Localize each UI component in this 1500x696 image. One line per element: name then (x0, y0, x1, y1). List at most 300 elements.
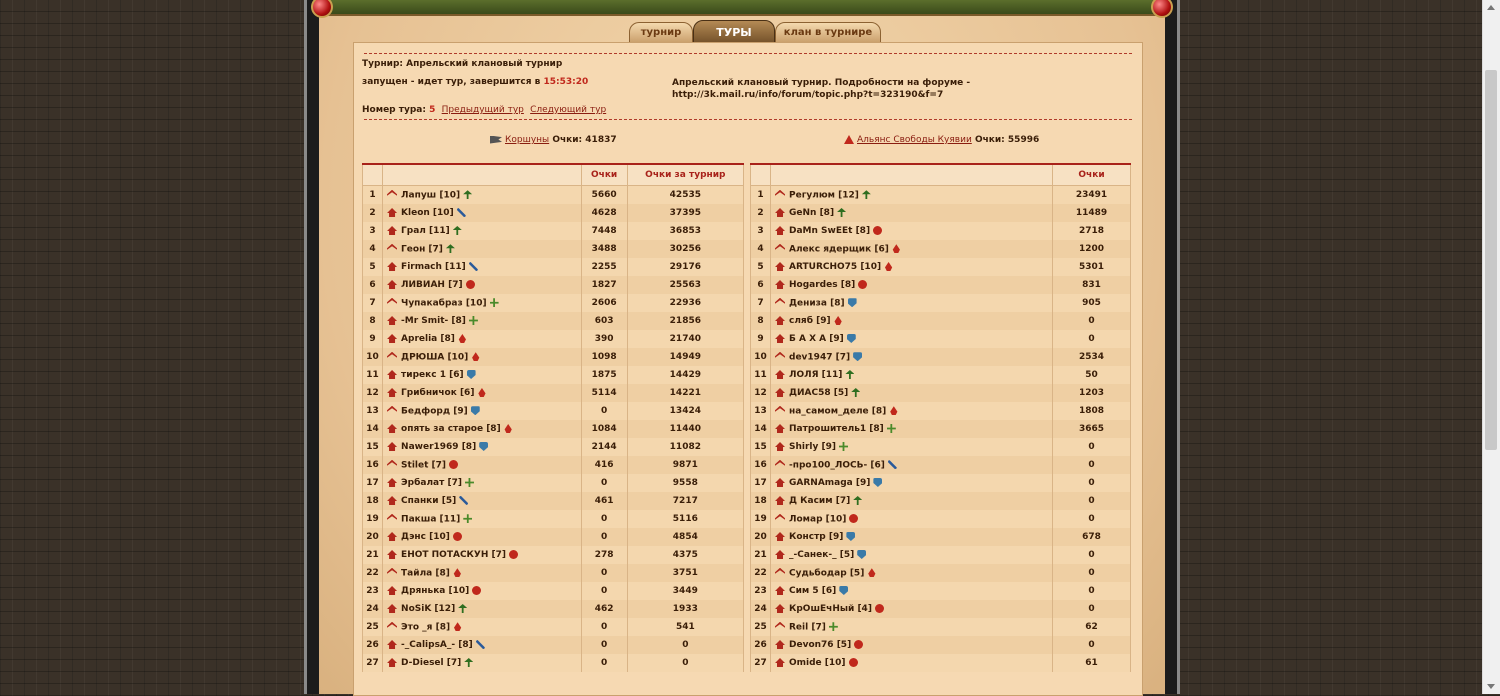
row-number: 4 (751, 240, 771, 258)
row-number: 5 (363, 258, 383, 276)
player-name[interactable]: Ломар [10] (789, 514, 847, 525)
col-header-total-points: Очки за турнир (627, 164, 743, 186)
total-points-cell: 3449 (627, 582, 743, 600)
tree-icon (837, 208, 846, 217)
player-cell (383, 402, 582, 420)
tab-tournament[interactable]: турнир (629, 22, 693, 44)
player-cell (383, 204, 582, 222)
row-number: 18 (363, 492, 383, 510)
table-row (363, 528, 744, 546)
player-name[interactable]: Aprelia [8] (401, 334, 455, 344)
player-name[interactable]: Hogardes [8] (789, 280, 856, 290)
fire-icon (867, 568, 876, 577)
total-points-cell: 0 (627, 636, 743, 654)
shield-icon (479, 442, 488, 451)
points-cell: 0 (1053, 546, 1131, 564)
rank-chevron-icon (387, 604, 397, 613)
points-cell: 905 (1053, 294, 1131, 312)
player-cell (383, 330, 582, 348)
table-row (751, 618, 1131, 636)
player-name[interactable]: Судьбодар [5] (789, 568, 865, 579)
cross-icon (465, 478, 474, 487)
table-row (751, 546, 1131, 564)
left-clan-score-label: Очки: (552, 135, 583, 145)
player-cell (771, 528, 1053, 546)
row-number: 17 (751, 474, 771, 492)
rank-chevron-icon (387, 514, 397, 524)
player-name[interactable]: Omide [10] (789, 658, 846, 668)
player-cell (383, 636, 582, 654)
player-name[interactable]: -про100_ЛОСЬ- [6] (789, 460, 885, 471)
row-number: 11 (363, 366, 383, 384)
tree-icon (853, 496, 862, 505)
divider (364, 119, 1132, 120)
player-name[interactable]: -Mr Smit- [8] (401, 316, 466, 326)
warning-triangle-icon (844, 135, 854, 144)
row-number: 14 (363, 420, 383, 438)
left-clan-table (362, 163, 744, 672)
player-cell (771, 366, 1053, 384)
right-clan-table (750, 163, 1131, 672)
row-number: 21 (363, 546, 383, 564)
table-row (363, 366, 744, 384)
player-name[interactable]: ARTURCHO75 [10] (789, 262, 882, 272)
table-row (751, 222, 1131, 240)
tree-icon (845, 370, 854, 379)
points-cell: 11489 (1053, 204, 1131, 222)
row-number: 9 (751, 330, 771, 348)
table-row (751, 384, 1131, 402)
player-name[interactable]: Спанки [5] (401, 496, 457, 506)
tree-icon (862, 190, 871, 199)
col-header-number (363, 164, 383, 186)
player-name[interactable]: Пакша [11] (401, 514, 461, 525)
player-name[interactable]: Devon76 [5] (789, 640, 852, 650)
player-cell (771, 546, 1053, 564)
right-clan-score-label: Очки: (974, 135, 1005, 145)
player-cell (771, 438, 1053, 456)
table-row (363, 546, 744, 564)
cross-icon (463, 514, 472, 523)
points-cell: 2718 (1053, 222, 1131, 240)
player-name[interactable]: сляб [9] (789, 316, 831, 326)
player-name[interactable]: Reil [7] (789, 622, 826, 633)
rank-chevron-icon (775, 604, 785, 613)
points-cell: 0 (581, 654, 627, 672)
row-number: 8 (363, 312, 383, 330)
player-name[interactable]: DaMn SwEEt [8] (789, 226, 871, 236)
table-row (751, 348, 1131, 366)
player-cell (771, 312, 1053, 330)
points-cell: 0 (1053, 564, 1131, 582)
table-row (363, 420, 744, 438)
tab-tours[interactable]: ТУРЫ (693, 20, 775, 46)
player-cell (771, 654, 1053, 672)
points-cell: 2606 (581, 294, 627, 312)
rank-chevron-icon (775, 298, 785, 308)
rank-chevron-icon (387, 406, 397, 416)
player-cell (771, 420, 1053, 438)
row-number: 3 (751, 222, 771, 240)
table-row (751, 528, 1131, 546)
skull-icon (858, 280, 867, 289)
table-row (363, 258, 744, 276)
fire-icon (892, 244, 901, 253)
rank-chevron-icon (775, 316, 785, 325)
rank-chevron-icon (387, 586, 397, 595)
player-name[interactable]: Firmach [11] (401, 262, 466, 272)
total-points-cell: 11440 (627, 420, 743, 438)
player-name[interactable]: Грибничок [6] (401, 388, 475, 398)
table-row (751, 186, 1131, 205)
table-row (363, 438, 744, 456)
player-cell (383, 510, 582, 528)
player-name[interactable]: ЕНОТ ПОТАСКУН [7] (401, 550, 506, 560)
points-cell: 462 (581, 600, 627, 618)
table-row (363, 582, 744, 600)
player-name[interactable]: Это _я [8] (401, 622, 451, 633)
row-number: 11 (751, 366, 771, 384)
col-header-name (771, 164, 1053, 186)
total-points-cell: 4854 (627, 528, 743, 546)
player-name[interactable]: ДИАС58 [5] (789, 388, 849, 398)
row-number: 1 (751, 186, 771, 205)
player-name[interactable]: КрОшЕчНый [4] (789, 604, 872, 614)
player-cell (383, 348, 582, 366)
table-row (751, 366, 1131, 384)
player-name[interactable]: опять за старое [8] (401, 424, 501, 434)
total-points-cell: 21740 (627, 330, 743, 348)
total-points-cell: 1933 (627, 600, 743, 618)
row-number: 10 (363, 348, 383, 366)
table-row (751, 582, 1131, 600)
table-row (751, 420, 1131, 438)
points-cell: 1808 (1053, 402, 1131, 420)
points-cell: 0 (581, 564, 627, 582)
player-cell (383, 276, 582, 294)
total-points-cell: 14949 (627, 348, 743, 366)
rank-chevron-icon (775, 478, 785, 487)
player-name[interactable]: dev1947 [7] (789, 352, 851, 363)
table-row (751, 636, 1131, 654)
scroll-up-arrow-icon[interactable] (1487, 5, 1495, 10)
total-points-cell: 14429 (627, 366, 743, 384)
next-tour-link[interactable]: Следующий тур (530, 105, 607, 115)
table-row (363, 492, 744, 510)
rank-chevron-icon (387, 568, 397, 578)
row-number: 26 (363, 636, 383, 654)
points-cell: 461 (581, 492, 627, 510)
points-cell: 2144 (581, 438, 627, 456)
points-cell: 0 (1053, 492, 1131, 510)
player-cell (383, 600, 582, 618)
col-header-points: Очки (581, 164, 627, 186)
rank-chevron-icon (387, 370, 397, 379)
points-cell: 390 (581, 330, 627, 348)
player-cell (383, 438, 582, 456)
scroll-thumb[interactable] (1485, 70, 1497, 450)
player-name[interactable]: Б А Х А [9] (789, 334, 844, 344)
table-row (363, 510, 744, 528)
player-name[interactable]: Nawer1969 [8] (401, 442, 477, 452)
player-name[interactable]: на_самом_деле [8] (789, 406, 887, 417)
points-cell: 62 (1053, 618, 1131, 636)
skull-icon (466, 280, 475, 289)
player-cell (771, 582, 1053, 600)
table-row (363, 474, 744, 492)
player-cell (771, 618, 1053, 636)
table-header-row (751, 164, 1131, 186)
rank-chevron-icon (387, 226, 397, 235)
player-name[interactable]: ЛИВИАН [7] (401, 280, 463, 290)
row-number: 14 (751, 420, 771, 438)
player-cell (771, 564, 1053, 582)
player-name[interactable]: Дениза [8] (789, 298, 845, 309)
rank-chevron-icon (387, 424, 397, 433)
player-name[interactable]: Бедфорд [9] (401, 406, 468, 417)
player-cell (771, 492, 1053, 510)
table-row (363, 204, 744, 222)
rank-chevron-icon (775, 496, 785, 505)
points-cell: 23491 (1053, 186, 1131, 205)
points-cell: 0 (1053, 582, 1131, 600)
forum-url: http://3k.mail.ru/info/forum/topic.php?t=323190&f=7 (672, 90, 944, 100)
sword-icon (469, 262, 478, 271)
table-row (751, 510, 1131, 528)
total-points-cell: 36853 (627, 222, 743, 240)
player-name[interactable]: -_CalipsA_- [8] (401, 640, 473, 650)
tour-number-label: Номер тура: (362, 105, 426, 115)
rank-chevron-icon (775, 586, 785, 595)
points-cell: 0 (581, 636, 627, 654)
tour-navigation (362, 105, 606, 115)
fire-icon (477, 388, 486, 397)
fire-icon (889, 406, 898, 415)
row-number: 3 (363, 222, 383, 240)
total-points-cell: 9558 (627, 474, 743, 492)
table-row (751, 276, 1131, 294)
player-name[interactable]: Stilet [7] (401, 460, 447, 471)
col-header-number (751, 164, 771, 186)
total-points-cell: 37395 (627, 204, 743, 222)
player-cell (383, 546, 582, 564)
player-cell (771, 636, 1053, 654)
player-name[interactable]: Дэнс [10] (401, 532, 450, 542)
fire-icon (453, 568, 462, 577)
table-row (751, 258, 1131, 276)
shield-icon (873, 478, 882, 487)
player-cell (771, 240, 1053, 258)
flag-icon (490, 136, 502, 144)
rank-chevron-icon (387, 658, 397, 667)
player-name[interactable]: Алекс ядерщик [6] (789, 244, 889, 255)
player-name[interactable]: Лапуш [10] (401, 190, 461, 201)
total-points-cell: 29176 (627, 258, 743, 276)
table-row (363, 618, 744, 636)
row-number: 17 (363, 474, 383, 492)
table-row (751, 654, 1131, 672)
row-number: 23 (363, 582, 383, 600)
player-cell (383, 258, 582, 276)
rank-chevron-icon (387, 532, 397, 541)
player-cell (383, 456, 582, 474)
table-row (751, 492, 1131, 510)
points-cell: 0 (581, 402, 627, 420)
player-name[interactable]: Констр [9] (789, 532, 844, 542)
table-row (363, 186, 744, 205)
player-name[interactable]: Регулюм [12] (789, 190, 859, 201)
player-name[interactable]: Грал [11] (401, 226, 450, 236)
tree-icon (463, 190, 472, 199)
shield-icon (846, 532, 855, 541)
rank-chevron-icon (387, 262, 397, 271)
rank-chevron-icon (387, 640, 397, 649)
table-row (751, 600, 1131, 618)
player-name[interactable]: Д Касим [7] (789, 496, 851, 506)
player-cell (771, 204, 1053, 222)
player-name[interactable]: GeNn [8] (789, 208, 835, 218)
left-clan-link[interactable]: Коршуны (505, 135, 550, 145)
points-cell: 0 (581, 474, 627, 492)
points-cell: 2534 (1053, 348, 1131, 366)
points-cell: 2255 (581, 258, 627, 276)
player-name[interactable]: Дрянька [10] (401, 586, 470, 596)
rank-chevron-icon (775, 244, 785, 254)
player-cell (383, 240, 582, 258)
skull-icon (849, 514, 858, 523)
player-name[interactable]: Сим 5 [6] (789, 586, 837, 596)
player-cell (383, 474, 582, 492)
row-number: 16 (363, 456, 383, 474)
player-name[interactable]: Чупакабраз [10] (401, 298, 487, 309)
row-number: 13 (363, 402, 383, 420)
table-row (751, 330, 1131, 348)
player-cell (383, 312, 582, 330)
player-cell (383, 564, 582, 582)
player-name[interactable]: Геон [7] (401, 244, 443, 255)
table-row (363, 294, 744, 312)
row-number: 15 (363, 438, 383, 456)
player-cell (771, 510, 1053, 528)
points-cell: 1098 (581, 348, 627, 366)
points-cell: 278 (581, 546, 627, 564)
rank-chevron-icon (775, 514, 785, 524)
points-cell: 3488 (581, 240, 627, 258)
points-cell: 416 (581, 456, 627, 474)
table-row (751, 474, 1131, 492)
table-row (363, 600, 744, 618)
tournament-status-line (362, 77, 588, 87)
player-name[interactable]: Shirly [9] (789, 442, 836, 452)
row-number: 16 (751, 456, 771, 474)
cross-icon (469, 316, 478, 325)
gem-ornament-right (1151, 0, 1173, 18)
rank-chevron-icon (387, 460, 397, 470)
total-points-cell: 7217 (627, 492, 743, 510)
skull-icon (449, 460, 458, 469)
row-number: 12 (363, 384, 383, 402)
player-cell (383, 222, 582, 240)
row-number: 18 (751, 492, 771, 510)
rank-chevron-icon (387, 316, 397, 325)
rank-chevron-icon (387, 208, 397, 217)
total-points-cell: 541 (627, 618, 743, 636)
tournament-title-line (362, 59, 562, 69)
points-cell: 61 (1053, 654, 1131, 672)
player-cell (383, 654, 582, 672)
table-row (751, 402, 1131, 420)
points-cell: 0 (581, 528, 627, 546)
player-cell (771, 294, 1053, 312)
right-clan-link[interactable]: Альянс Свободы Куявии (857, 135, 972, 145)
description-text: Апрельский клановый турнир. Подробности на форуме - (672, 78, 971, 88)
total-points-cell: 0 (627, 654, 743, 672)
fire-icon (453, 622, 462, 631)
table-row (363, 348, 744, 366)
player-name[interactable]: тирекс 1 [6] (401, 370, 464, 380)
col-header-name (383, 164, 582, 186)
rank-chevron-icon (387, 550, 397, 559)
row-number: 27 (363, 654, 383, 672)
tab-clan-in-tournament[interactable]: клан в турнире (775, 22, 881, 44)
player-cell (383, 294, 582, 312)
player-name[interactable]: NoSiK [12] (401, 604, 456, 614)
row-number: 25 (363, 618, 383, 636)
player-name[interactable]: ДРЮША [10] (401, 352, 469, 363)
row-number: 6 (751, 276, 771, 294)
cross-icon (490, 298, 499, 307)
scroll-down-arrow-icon[interactable] (1487, 684, 1495, 689)
tournament-end-time: 15:53:20 (543, 77, 589, 87)
player-name[interactable]: D-Diesel [7] (401, 658, 462, 668)
player-name[interactable]: GARNAmaga [9] (789, 478, 871, 488)
tree-icon (458, 604, 467, 613)
row-number: 10 (751, 348, 771, 366)
tournament-status: запущен - идет тур, завершится в (362, 77, 541, 87)
page-scrollbar[interactable] (1482, 0, 1500, 694)
player-name[interactable]: Тайла [8] (401, 568, 450, 579)
points-cell: 831 (1053, 276, 1131, 294)
fire-icon (834, 316, 843, 325)
row-number: 7 (363, 294, 383, 312)
rank-chevron-icon (775, 568, 785, 578)
player-name[interactable]: ЛОЛЯ [11] (789, 370, 843, 380)
player-name[interactable]: Kleon [10] (401, 208, 454, 218)
skull-icon (875, 604, 884, 613)
table-row (363, 312, 744, 330)
rank-chevron-icon (387, 334, 397, 343)
points-cell: 4628 (581, 204, 627, 222)
total-points-cell: 4375 (627, 546, 743, 564)
player-name[interactable]: Эрбалат [7] (401, 478, 462, 488)
tree-icon (464, 658, 473, 667)
row-number: 23 (751, 582, 771, 600)
rank-chevron-icon (775, 406, 785, 416)
player-name[interactable]: Патрошитель1 [8] (789, 424, 884, 434)
prev-tour-link[interactable]: Предыдущий тур (441, 105, 524, 115)
row-number: 2 (751, 204, 771, 222)
tree-icon (851, 388, 860, 397)
total-points-cell: 30256 (627, 240, 743, 258)
points-cell: 1875 (581, 366, 627, 384)
fire-icon (471, 352, 480, 361)
table-row (751, 564, 1131, 582)
player-name[interactable]: _-Санек-_ [5] (789, 550, 855, 560)
row-number: 13 (751, 402, 771, 420)
points-cell: 0 (1053, 456, 1131, 474)
table-row (363, 654, 744, 672)
total-points-cell: 13424 (627, 402, 743, 420)
